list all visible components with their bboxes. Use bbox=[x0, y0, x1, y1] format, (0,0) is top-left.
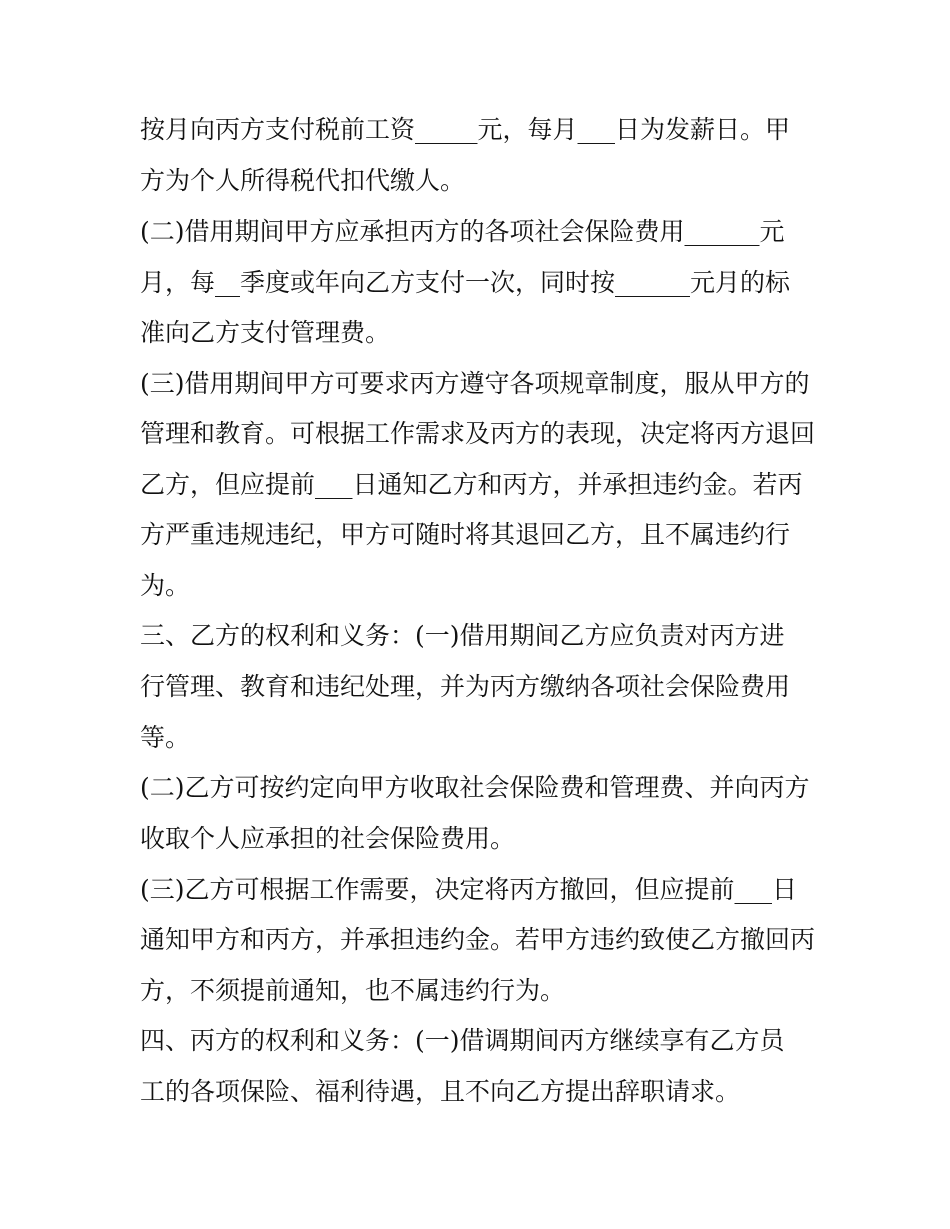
text-line: 按月向丙方支付税前工资_____元，每月___日为发薪日。甲 bbox=[140, 115, 791, 144]
text-line: 为。 bbox=[140, 571, 191, 600]
text-line: 管理和教育。可根据工作需求及丙方的表现，决定将丙方退回 bbox=[140, 419, 816, 448]
text-line: 四、丙方的权利和义务：(一)借调期间丙方继续享有乙方员 bbox=[140, 1026, 785, 1055]
text-line: 准向乙方支付管理费。 bbox=[140, 318, 391, 347]
text-line: 方严重违规违纪，甲方可随时将其退回乙方，且不属违约行 bbox=[140, 520, 791, 549]
text-line: (二)借用期间甲方应承担丙方的各项社会保险费用______元 bbox=[140, 217, 785, 246]
text-line: 三、乙方的权利和义务：(一)借用期间乙方应负责对丙方进 bbox=[140, 621, 785, 650]
text-line: 收取个人应承担的社会保险费用。 bbox=[140, 824, 516, 853]
text-line: 通知甲方和丙方，并承担违约金。若甲方违约致使乙方撤回丙 bbox=[140, 925, 816, 954]
text-line: 方为个人所得税代扣代缴人。 bbox=[140, 166, 466, 195]
text-line: (三)借用期间甲方可要求丙方遵守各项规章制度，服从甲方的 bbox=[140, 369, 810, 398]
text-line: 方，不须提前通知，也不属违约行为。 bbox=[140, 976, 566, 1005]
text-line: 乙方，但应提前___日通知乙方和丙方，并承担违约金。若丙 bbox=[140, 470, 803, 499]
text-line: (二)乙方可按约定向甲方收取社会保险费和管理费、并向丙方 bbox=[140, 773, 810, 802]
text-line: 月，每__季度或年向乙方支付一次，同时按______元月的标 bbox=[140, 268, 791, 297]
text-line: 等。 bbox=[140, 723, 191, 752]
text-line: (三)乙方可根据工作需要，决定将丙方撤回，但应提前___日 bbox=[140, 875, 798, 904]
text-line: 工的各项保险、福利待遇，且不向乙方提出辞职请求。 bbox=[140, 1077, 741, 1106]
text-line: 行管理、教育和违纪处理，并为丙方缴纳各项社会保险费用 bbox=[140, 672, 791, 701]
